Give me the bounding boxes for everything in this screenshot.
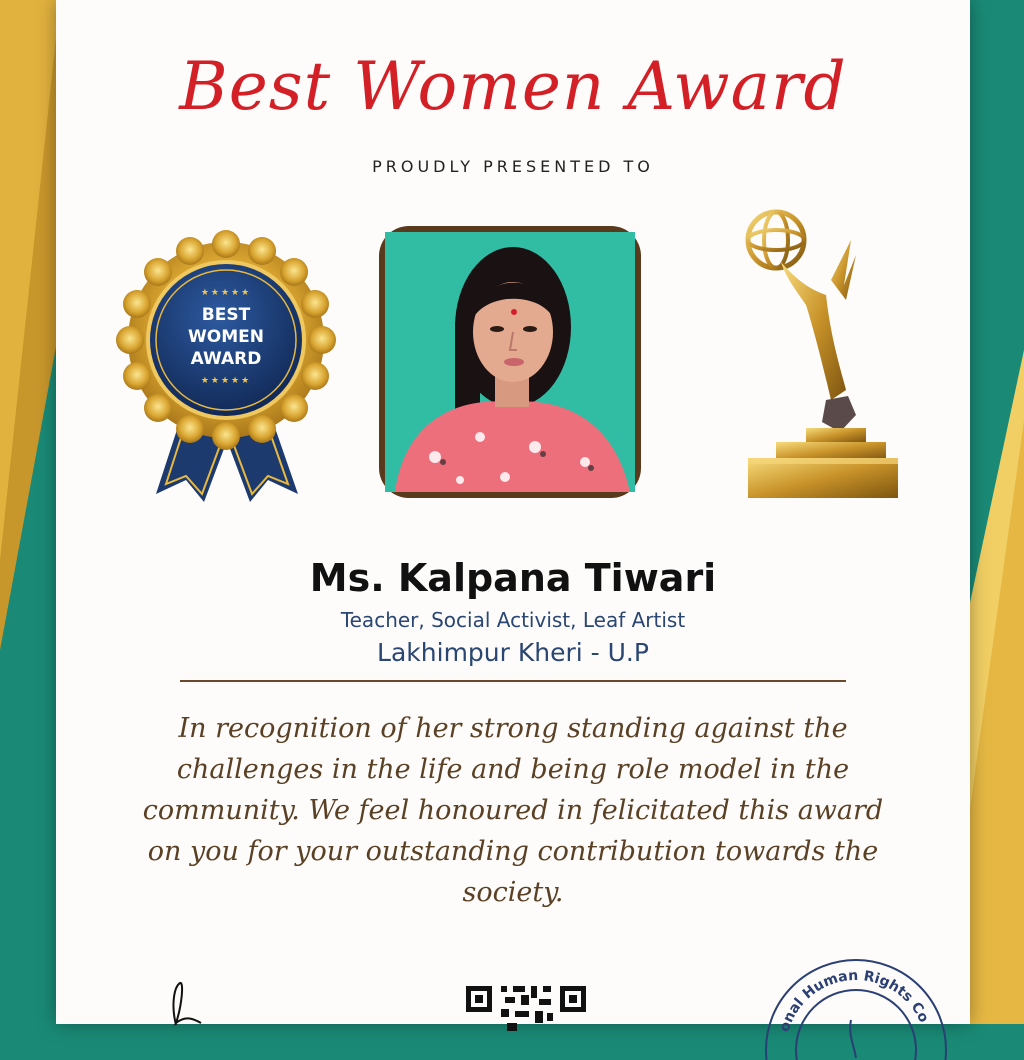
signature-icon: [146, 975, 256, 1035]
recipient-photo: [379, 226, 641, 498]
qr-code-icon: [461, 983, 591, 1033]
recipient-name: Ms. Kalpana Tiwari: [309, 556, 717, 600]
presented-to-label: PROUDLY PRESENTED TO: [372, 157, 654, 176]
portrait-image: [385, 232, 635, 492]
stamp-seal-icon: [756, 950, 956, 1060]
badge-line-3: AWARD: [190, 349, 262, 369]
recipient-place: Lakhimpur Kheri - U.P: [377, 638, 649, 667]
badge-label: [116, 282, 336, 392]
seal-text: onal Human Rights Co: [776, 967, 932, 1034]
badge-line-2: WOMEN: [188, 327, 264, 347]
citation-text: In recognition of her strong standing against the challenges in the life and being role model in the community. We feel honoured in felicitated this award on you for your outstanding contribution towards the society.: [142, 713, 884, 908]
trophy-icon: [736, 200, 906, 510]
award-title: Best Women Award: [179, 48, 847, 125]
badge-stars-bottom: ★★★★★: [200, 376, 252, 386]
badge-stars-top: ★★★★★: [200, 288, 252, 298]
badge-line-1: BEST: [201, 305, 251, 325]
recipient-role: Teacher, Social Activist, Leaf Artist: [340, 608, 686, 632]
certificate-card: [56, 0, 970, 1034]
divider-line: [180, 680, 846, 682]
